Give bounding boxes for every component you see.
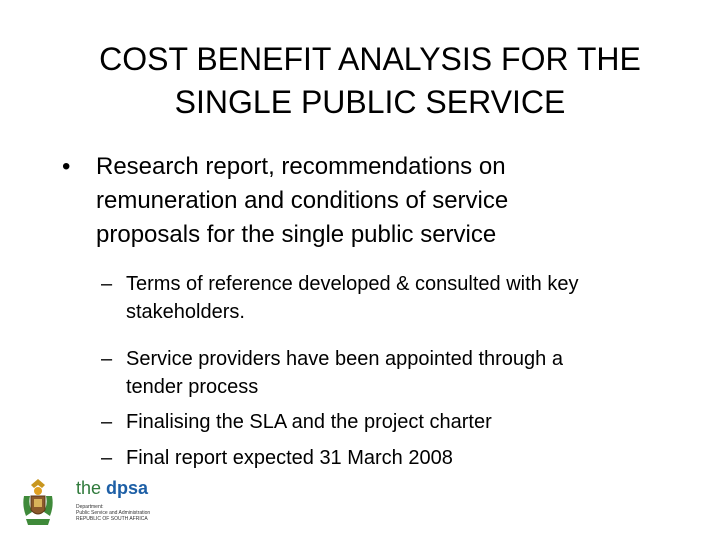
sub-bullet-text: Service providers have been appointed through a tender process <box>126 348 563 398</box>
logo-department: Department: <box>76 504 104 510</box>
logo-country: REPUBLIC OF SOUTH AFRICA <box>76 516 148 522</box>
logo-department-name: Public Service and Administration <box>76 510 151 516</box>
sub-bullet-marker: – <box>101 411 113 433</box>
sub-bullet-marker: – <box>101 447 113 469</box>
sub-bullet-text: Final report expected 31 March 2008 <box>126 447 453 469</box>
slide-title: COST BENEFIT ANALYSIS FOR THE SINGLE PUBLIC SERVICE <box>99 41 641 120</box>
main-bullet <box>62 150 622 252</box>
sub-bullet <box>101 270 691 326</box>
sub-bullet <box>101 444 691 472</box>
dpsa-wordmark: the dpsa <box>76 478 149 498</box>
sub-bullet-text: Finalising the SLA and the project charter <box>126 411 492 433</box>
coat-of-arms-icon <box>18 476 58 528</box>
sub-bullet-marker: – <box>101 348 113 370</box>
bullet-marker: • <box>62 153 71 180</box>
sub-bullet <box>101 408 691 436</box>
sub-bullet-text: Terms of reference developed & consulted with key stakeholders. <box>126 273 579 323</box>
sub-bullet-marker: – <box>101 273 113 295</box>
bullet-text: Research report, recommendations on remuneration and conditions of service proposals for the single public service <box>96 153 509 248</box>
sub-bullet <box>101 345 691 401</box>
dpsa-logo <box>18 476 168 530</box>
